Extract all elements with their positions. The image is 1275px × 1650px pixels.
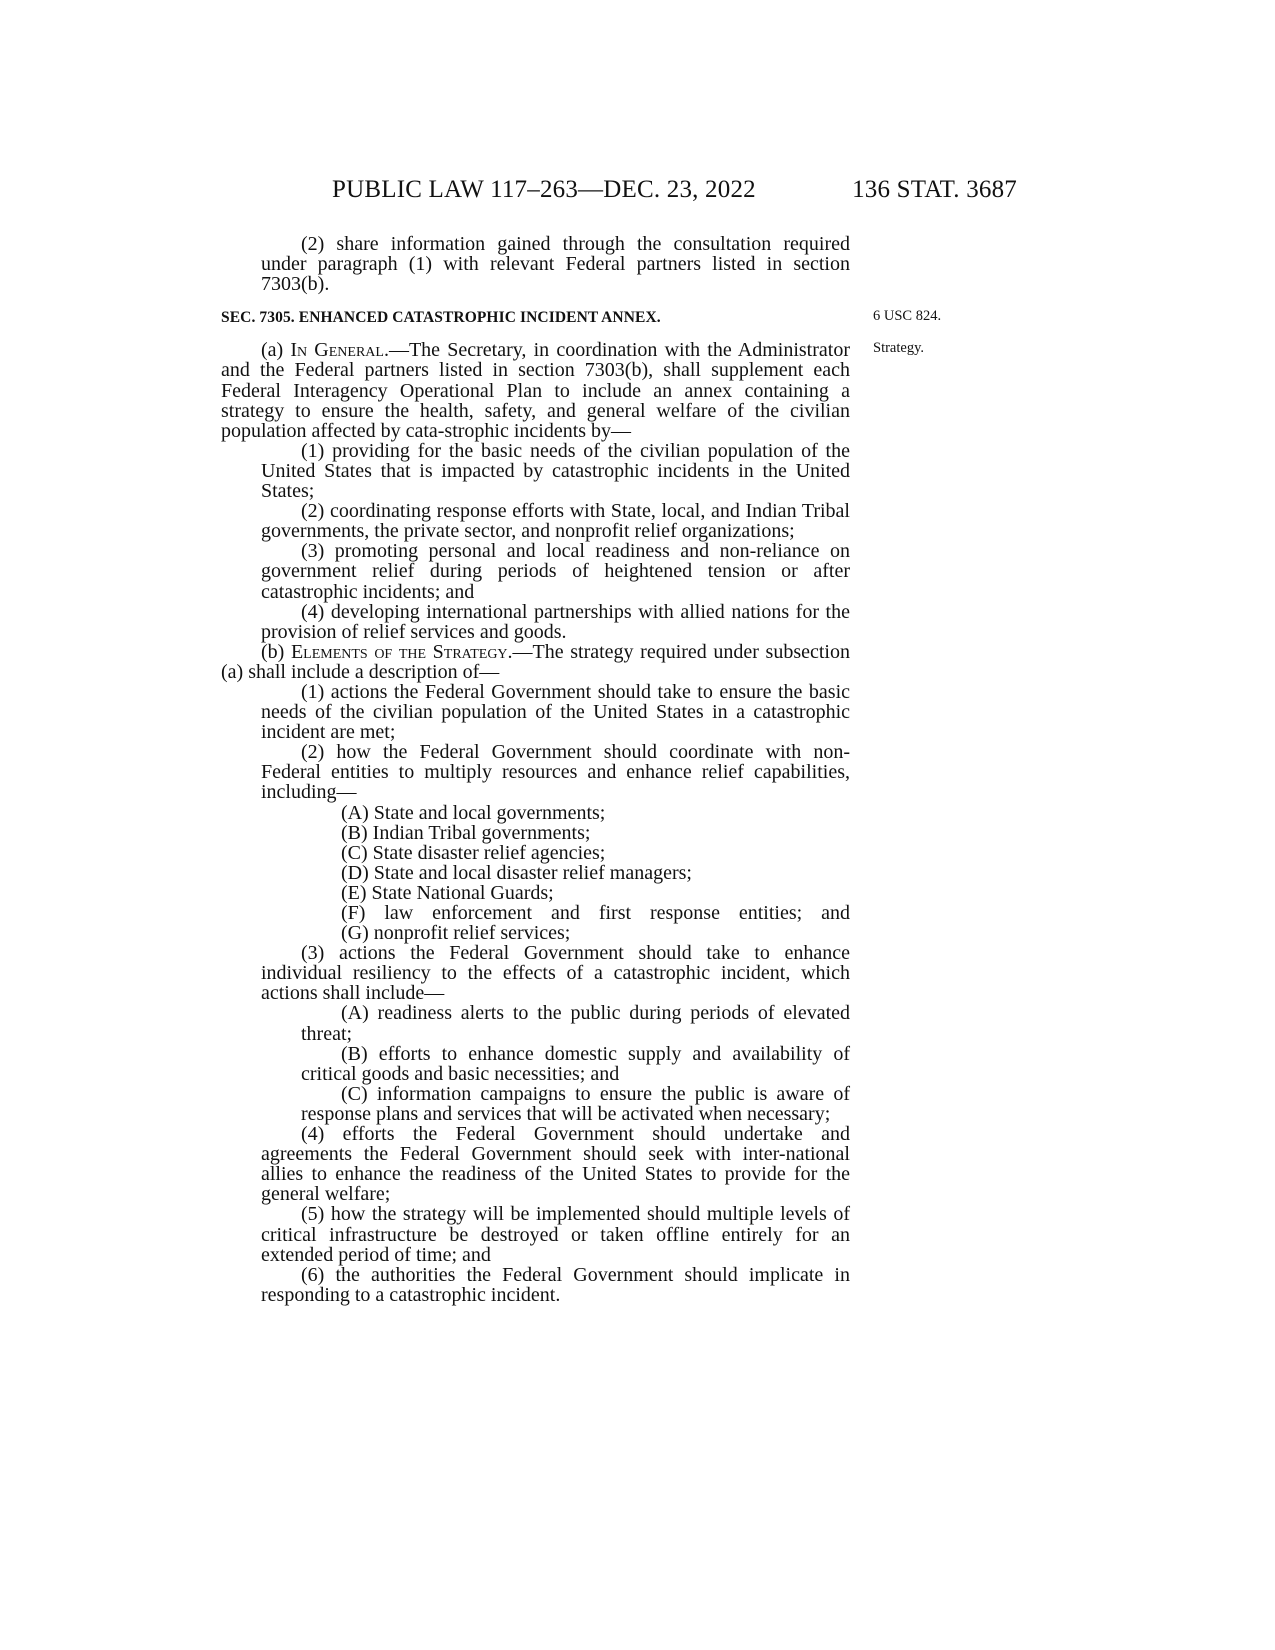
running-header-stat-page: 136 STAT. 3687 [852, 176, 1017, 203]
margin-note-strategy: Strategy. [873, 340, 925, 356]
paragraph-b4: (4) efforts the Federal Government should undertake and agreements the Federal Government should seek with inter-national allies to enhance the readiness of the United States to provide for the general welfare; [261, 1123, 850, 1206]
paragraph-a2: (2) coordinating response efforts with State, local, and Indian Tribal governments, the private sector, and nonprofit relief organizations; [261, 500, 850, 543]
subsection-b [221, 642, 850, 682]
subparagraph-b2E: (E) State National Guards; [341, 881, 554, 904]
subsection-b-prefix: (b) [261, 640, 291, 663]
subparagraph-b3B: (B) efforts to enhance domestic supply and availability of critical goods and basic necessities; and [301, 1042, 850, 1085]
paragraph-b6: (6) the authorities the Federal Government should implicate in responding to a catastrophic incident. [261, 1263, 850, 1306]
subparagraph-b3A: (A) readiness alerts to the public during periods of elevated threat; [301, 1002, 850, 1045]
subparagraph-b2C: (C) State disaster relief agencies; [341, 841, 606, 864]
subsection-b-text: .—The strategy required under subsection (a) shall include a description of— [221, 640, 850, 683]
subparagraph-b2G: (G) nonprofit relief services; [341, 922, 571, 945]
subparagraph-b2A: (A) State and local governments; [341, 801, 606, 824]
subsection-a [221, 340, 850, 440]
subsection-a-heading: In General [290, 339, 384, 362]
subsection-b-heading: Elements of the Strategy [290, 640, 508, 663]
subsection-a-prefix: (a) [261, 339, 291, 362]
paragraph-a1: (1) providing for the basic needs of the civilian population of the United States that is impacted by catastrophic incidents in the United States; [261, 439, 850, 503]
paragraph-continued-2: (2) share information gained through the consultation required under paragraph (1) with relevant Federal partners listed in section 7303(b). [261, 233, 850, 296]
section-heading: SEC. 7305. ENHANCED CATASTROPHIC INCIDENT ANNEX. [221, 309, 661, 327]
subsection-a-text: .—The Secretary, in coordination with the Administrator and the Federal partners listed in section 7303(b), shall supplement each Federal Interagency Operational Plan to include an annex containing a strategy to ensure the health, safety, and general welfare of the civilian population affected by cata-strophic incidents by— [221, 339, 850, 442]
margin-note-usc: 6 USC 824. [873, 308, 942, 324]
body-text [221, 234, 850, 1305]
subparagraph-b2F: (F) law enforcement and first response entities; and [341, 902, 850, 924]
paragraph-b5: (5) how the strategy will be implemented should multiple levels of critical infrastructure be destroyed or taken offline entirely for an extended period of time; and [261, 1203, 850, 1266]
subparagraph-b2B: (B) Indian Tribal governments; [341, 821, 591, 844]
running-header-title: PUBLIC LAW 117–263—DEC. 23, 2022 [332, 176, 756, 203]
paragraph-b2: (2) how the Federal Government should coordinate with non-Federal entities to multiply resources and enhance relief capabilities, including— [261, 741, 850, 804]
subparagraph-b3C: (C) information campaigns to ensure the public is aware of response plans and services that will be activated when necessary; [301, 1082, 850, 1125]
paragraph-b3: (3) actions the Federal Government should take to enhance individual resiliency to the effects of a catastrophic incident, which actions shall include— [261, 942, 850, 1005]
paragraph-a4: (4) developing international partnerships with allied nations for the provision of relief services and goods. [261, 600, 850, 643]
paragraph-b1: (1) actions the Federal Government should take to ensure the basic needs of the civilian population of the United States in a catastrophic incident are met; [261, 680, 850, 744]
subparagraph-b2D: (D) State and local disaster relief managers; [341, 861, 692, 884]
paragraph-a3: (3) promoting personal and local readiness and non-reliance on government relief during periods of heightened tension or after catastrophic incidents; and [261, 540, 850, 603]
